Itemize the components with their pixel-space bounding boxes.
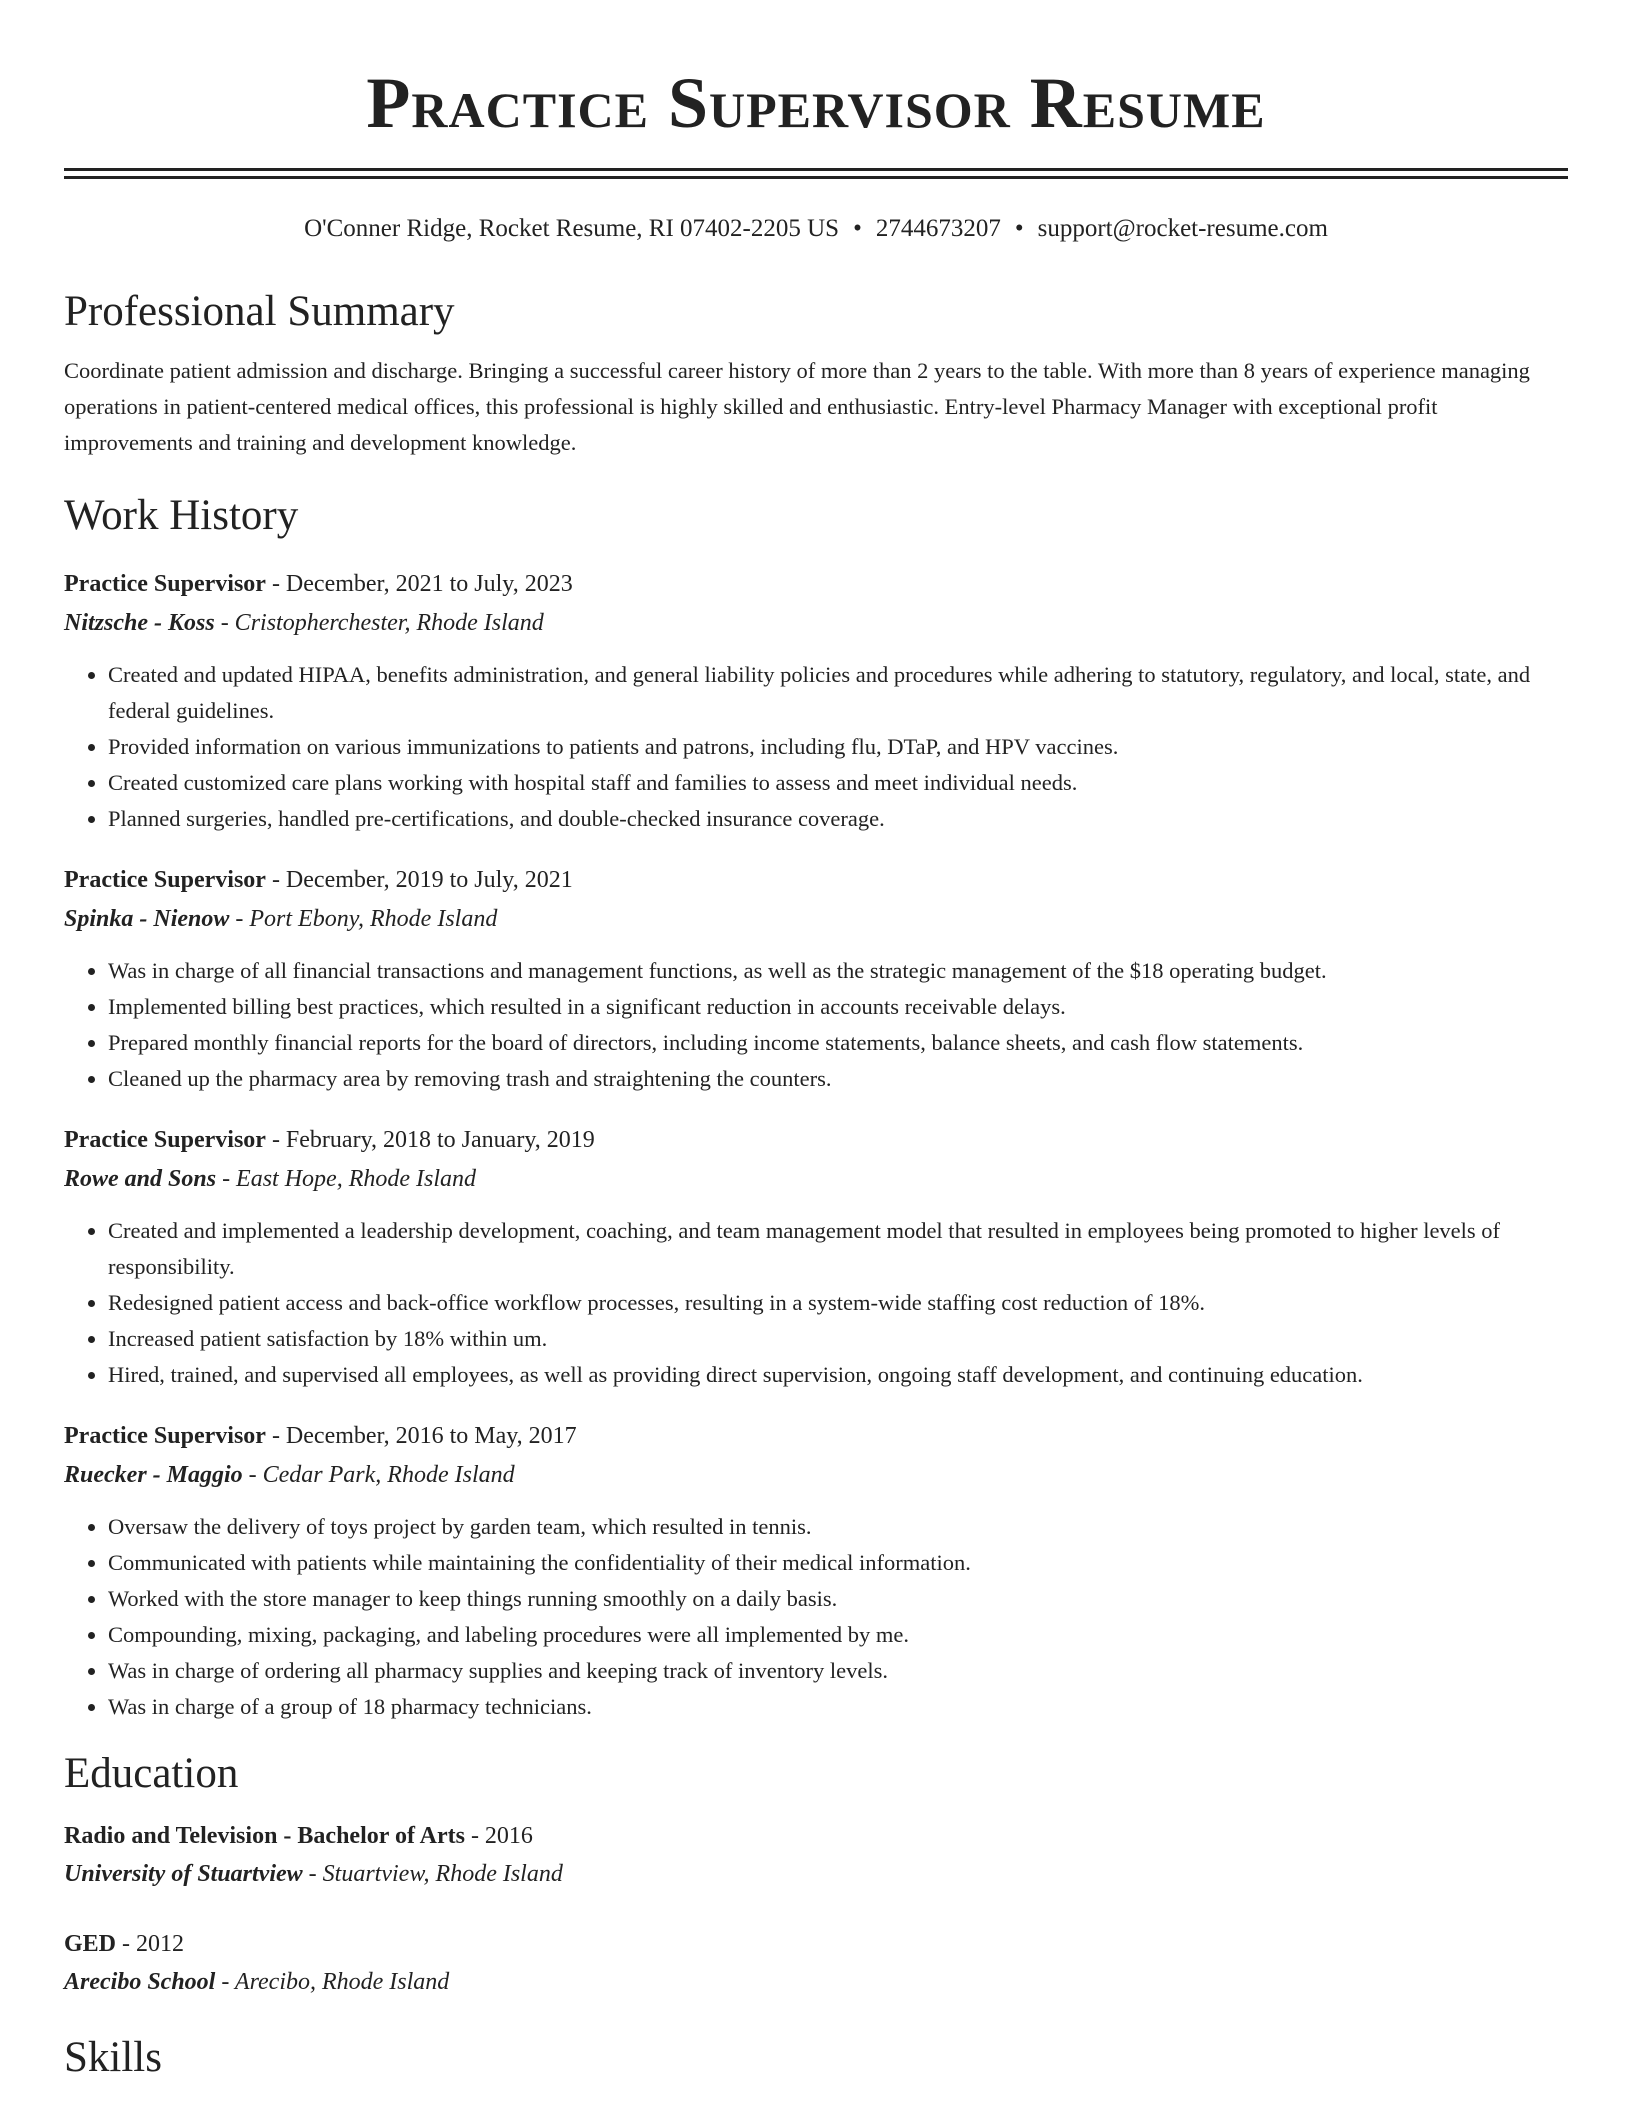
job-company-line [64,1159,1568,1199]
job-location: - Cristopherchester, Rhode Island [214,610,544,636]
job-company: Nitzsche - Koss [64,610,215,636]
contact-phone[interactable]: 2744673207 [875,215,1001,242]
education-year: - 2016 [464,1823,533,1849]
job-title-line [64,1417,1568,1455]
education-degree: Radio and Television - Bachelor of Arts [64,1823,465,1849]
contact-email[interactable]: support@rocket-resume.com [1037,215,1328,242]
job-company: Spinka - Nienow [64,906,230,932]
job-company-line [64,1455,1568,1495]
list-item: • Planned surgeries, handled pre-certifications, and double-checked insurance coverage. [108,801,1568,837]
job-dates: - December, 2019 to July, 2021 [265,867,573,893]
job-company: Ruecker - Maggio [64,1462,243,1488]
job-company-line [64,899,1568,939]
education-degree-line [64,1925,1568,1963]
list-item: • Created customized care plans working with hospital staff and families to assess and meet individual needs. [108,765,1568,801]
list-item: • Increased patient satisfaction by 18% within um. [108,1321,1568,1357]
job-entry [64,1417,1568,1725]
list-item: • Redesigned patient access and back-office workflow processes, resulting in a system-wide staffing cost reduction of 18%. [108,1285,1568,1321]
job-title: Practice Supervisor [64,1423,266,1449]
job-title-line [64,861,1568,899]
list-item: • Was in charge of ordering all pharmacy supplies and keeping track of inventory levels. [108,1653,1568,1689]
job-title-line [64,1121,1568,1159]
education-year: - 2012 [116,1931,185,1957]
job-title: Practice Supervisor [64,1127,266,1153]
list-item: • Oversaw the delivery of toys project by garden team, which resulted in tennis. [108,1509,1568,1545]
job-company-line [64,603,1568,643]
job-location: - Cedar Park, Rhode Island [242,1462,515,1488]
summary-text: Coordinate patient admission and discharge. Bringing a successful career history of more than 2 years to the table. With more than 8 years of experience managing operations in patient-centered medical offices, this professional is highly skilled and enthusiastic. Entry-level Pharmacy Manager with exceptional profit improvements and training and development knowledge. [64,358,1530,455]
list-item: • Created and implemented a leadership development, coaching, and team management model that resulted in employees being promoted to higher levels of responsibility. [108,1213,1568,1285]
job-bullets [64,657,1568,837]
job-title: Practice Supervisor [64,571,266,597]
job-bullets [64,953,1568,1097]
contact-separator: • [1014,215,1024,242]
job-location: - East Hope, Rhode Island [216,1166,477,1192]
job-location: - Port Ebony, Rhode Island [229,906,498,932]
list-item: • Prepared monthly financial reports for the board of directors, including income statements, balance sheets, and cash flow statements. [108,1025,1568,1061]
job-title: Practice Supervisor [64,867,266,893]
list-item: • Worked with the store manager to keep things running smoothly on a daily basis. [108,1581,1568,1617]
education-school: University of Stuartview [64,1861,303,1887]
education-entry [64,1817,1568,1893]
job-dates: - December, 2021 to July, 2023 [265,571,573,597]
skills-heading: Skills [64,2034,162,2081]
education-school-line [64,1855,1568,1893]
work-history-heading: Work History [64,492,299,539]
education-school: Arecibo School [64,1969,216,1995]
job-entry [64,861,1568,1097]
job-dates: - December, 2016 to May, 2017 [265,1423,577,1449]
job-title-line [64,565,1568,603]
education-entry [64,1925,1568,2001]
list-item: • Hired, trained, and supervised all employees, as well as providing direct supervision, ongoing staff development, and continuing education. [108,1357,1568,1393]
job-company: Rowe and Sons [64,1166,217,1192]
list-item: • Was in charge of a group of 18 pharmacy technicians. [108,1689,1568,1725]
list-item: • Compounding, mixing, packaging, and labeling procedures were all implemented by me. [108,1617,1568,1653]
job-bullets [64,1213,1568,1393]
education-degree: GED [64,1931,117,1957]
job-entry [64,565,1568,837]
education-heading: Education [64,1750,239,1797]
education-degree-line [64,1817,1568,1855]
contact-line [64,213,1568,245]
list-item: • Created and updated HIPAA, benefits administration, and general liability policies and procedures while adhering to statutory, regulatory, and local, state, and federal guidelines. [108,657,1568,729]
list-item: • Provided information on various immunizations to patients and patrons, including flu, DTaP, and HPV vaccines. [108,729,1568,765]
education-location: - Arecibo, Rhode Island [215,1969,450,1995]
education-school-line [64,1963,1568,2001]
job-bullets [64,1509,1568,1725]
summary-heading: Professional Summary [64,288,455,335]
job-entry [64,1121,1568,1393]
job-dates: - February, 2018 to January, 2019 [265,1127,595,1153]
title-double-rule [64,168,1568,179]
education-location: - Stuartview, Rhode Island [302,1861,563,1887]
resume-title: Practice Supervisor Resume [366,63,1266,143]
contact-separator: • [853,215,862,242]
list-item: • Implemented billing best practices, which resulted in a significant reduction in accounts receivable delays. [108,989,1568,1025]
list-item: • Was in charge of all financial transactions and management functions, as well as the strategic management of the $18 operating budget. [108,953,1568,989]
list-item: • Communicated with patients while maintaining the confidentiality of their medical information. [108,1545,1568,1581]
list-item: • Cleaned up the pharmacy area by removing trash and straightening the counters. [108,1061,1568,1097]
contact-address: O'Conner Ridge, Rocket Resume, RI 07402-2205 US [304,215,840,242]
